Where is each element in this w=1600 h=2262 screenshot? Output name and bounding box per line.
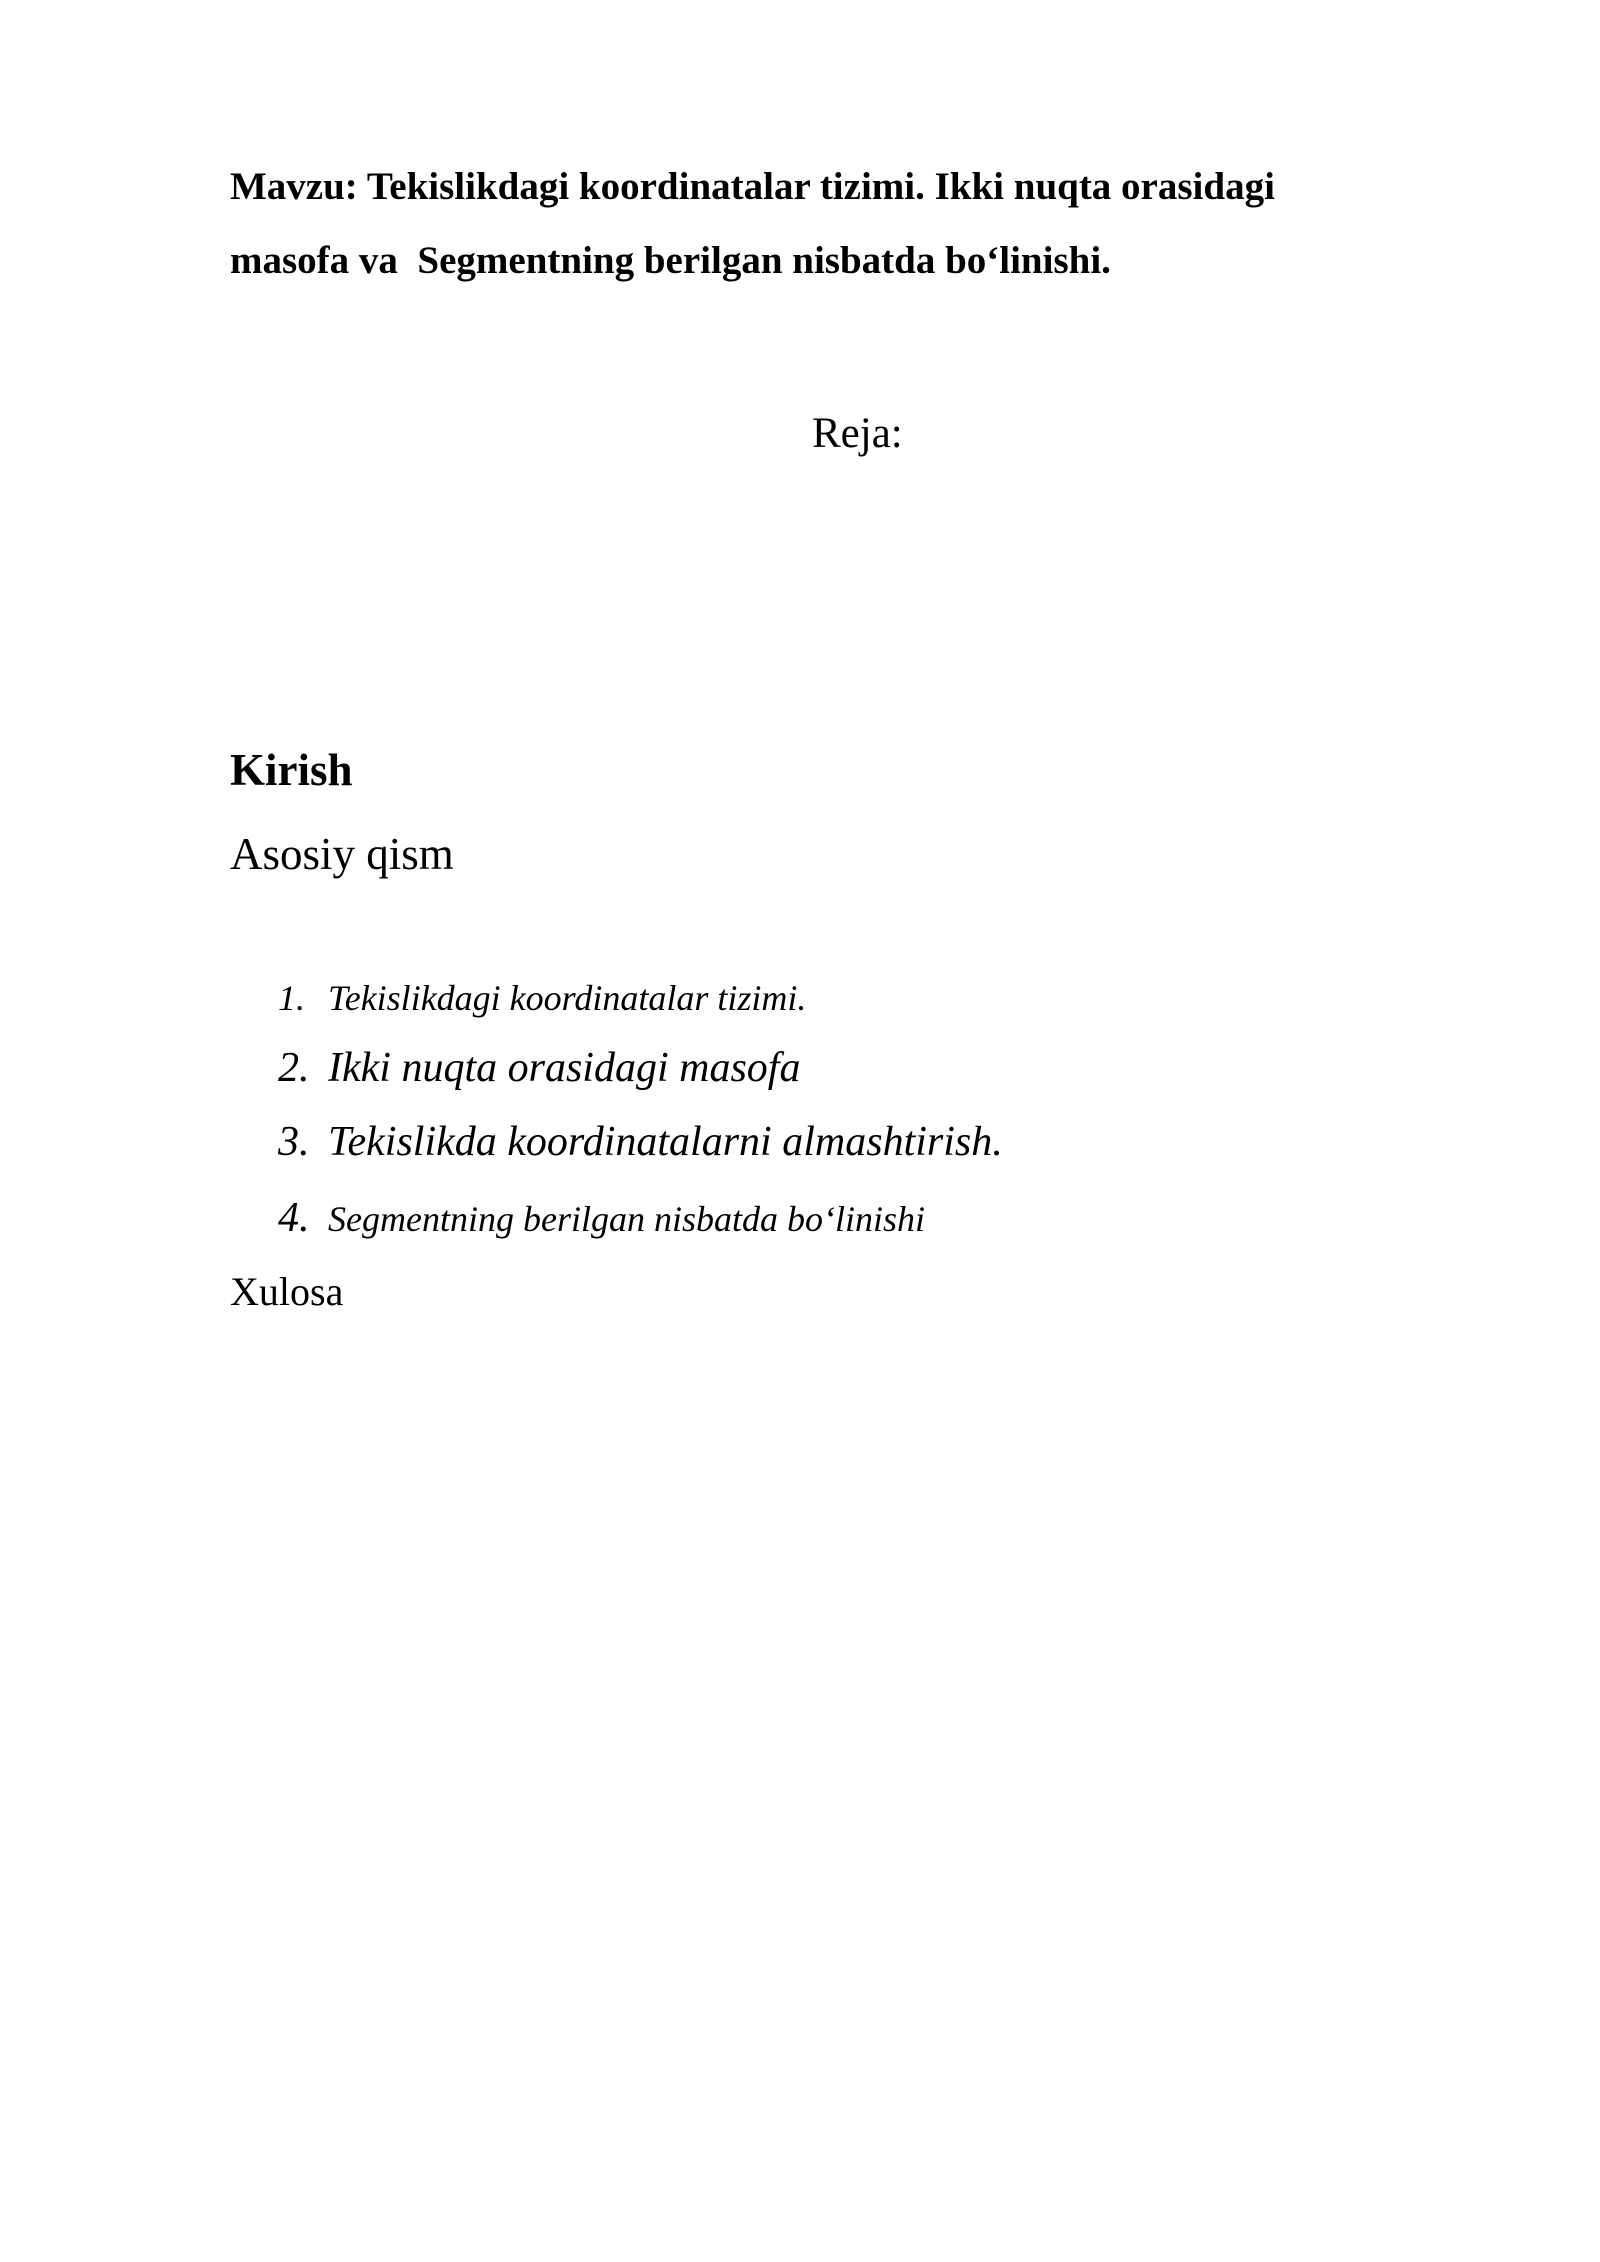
- plan-item-number: 2.: [278, 1045, 310, 1091]
- plan-item-3: [278, 1112, 1003, 1172]
- main-part-heading: Asosiy qism: [230, 829, 454, 879]
- plan-item-number: 1.: [278, 978, 305, 1018]
- plan-item-text: Tekislikda koordinatalarni almashtirish.: [328, 1119, 1003, 1165]
- plan-item-number: 4.: [278, 1195, 310, 1241]
- plan-item-text: Ikki nuqta orasidagi masofa: [328, 1045, 801, 1091]
- conclusion-heading: Xulosa: [230, 1269, 344, 1314]
- intro-heading: Kirish: [230, 745, 353, 795]
- title-line-2: masofa va Segmentning berilgan nisbatda bo‘linishi.: [230, 239, 1111, 282]
- plan-heading: Reja:: [812, 410, 903, 457]
- document-title: [230, 150, 1450, 298]
- plan-item-number: 3.: [278, 1119, 310, 1165]
- plan-item-4: [278, 1190, 925, 1247]
- title-line-1: Mavzu: Tekislikdagi koordinatalar tizimi. Ikki nuqta orasidagi: [230, 165, 1275, 208]
- plan-item-1: [278, 972, 806, 1024]
- plan-item-text: Tekislikdagi koordinatalar tizimi.: [328, 978, 807, 1018]
- plan-item-text: Segmentning berilgan nisbatda bo‘linishi: [328, 1199, 925, 1239]
- plan-item-2: [278, 1038, 800, 1098]
